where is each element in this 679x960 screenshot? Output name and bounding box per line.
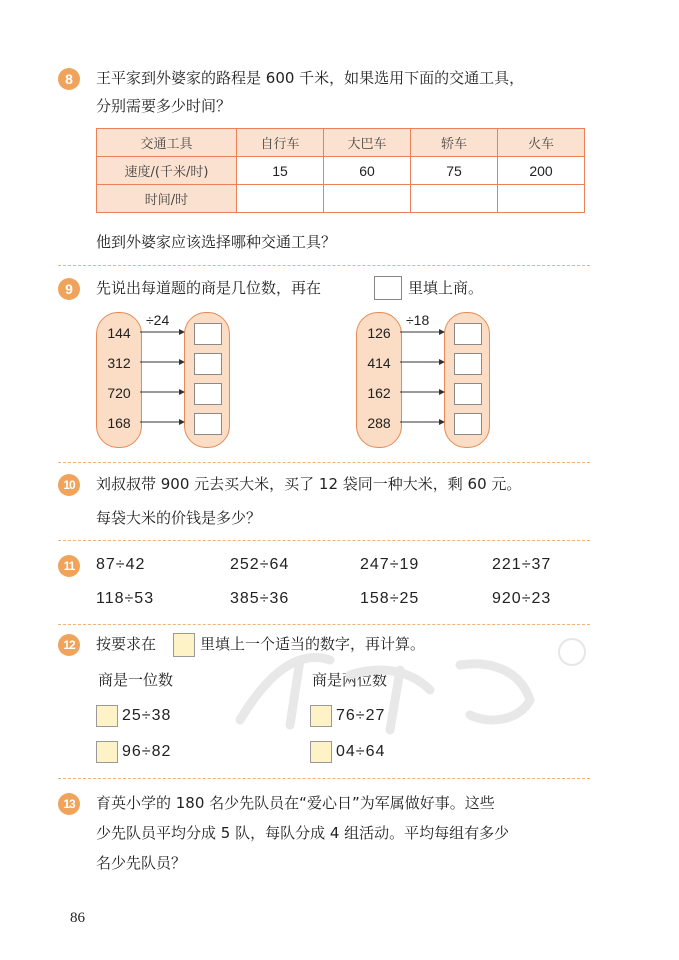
- dividend-pill-right: [356, 312, 402, 448]
- problem-9-text-after: 里填上商。: [408, 279, 484, 297]
- division-fill-exercise: 04÷64: [336, 743, 386, 760]
- problem-number-11: 11: [58, 555, 80, 577]
- time-answer-cell[interactable]: [498, 185, 585, 213]
- problem-number-10: 10: [58, 474, 80, 496]
- dividend: 414: [367, 355, 391, 371]
- divisor-label-right: ÷18: [406, 312, 430, 328]
- time-answer-cell[interactable]: [324, 185, 411, 213]
- divider: [58, 265, 590, 266]
- division-exercise: 252÷64: [230, 556, 290, 573]
- page-number: 86: [70, 910, 85, 926]
- dividend-pill-left: [96, 312, 142, 448]
- division-exercise: 920÷23: [492, 590, 552, 607]
- dividend: 168: [107, 415, 131, 431]
- table-header-cell: 交通工具: [97, 129, 237, 157]
- time-label-cell: 时间/时: [97, 185, 237, 213]
- problem-number-12: 12: [58, 634, 80, 656]
- division-exercise: 158÷25: [360, 590, 420, 607]
- speed-cell: 15: [237, 157, 324, 185]
- quotient-pill-left: [184, 312, 230, 448]
- division-exercise: 87÷42: [96, 556, 146, 573]
- problem-8-question: 他到外婆家应该选择哪种交通工具？: [96, 233, 337, 251]
- arrows-left: [140, 320, 186, 430]
- speed-cell: 75: [411, 157, 498, 185]
- transport-table: [96, 128, 585, 213]
- problem-8-line-2: 分别需要多少时间？: [96, 97, 232, 115]
- division-exercise: 247÷19: [360, 556, 420, 573]
- divider: [58, 462, 590, 463]
- problem-9-text-before: 先说出每道题的商是几位数，再在: [96, 279, 322, 297]
- table-header-cell: 自行车: [237, 129, 324, 157]
- time-answer-cell[interactable]: [237, 185, 324, 213]
- table-header-cell: 轿车: [411, 129, 498, 157]
- problem-13-line-3: 名少先队员？: [96, 854, 187, 872]
- time-answer-cell[interactable]: [411, 185, 498, 213]
- dividend: 312: [107, 355, 131, 371]
- problem-13-line-2: 少先队员平均分成 5 队，每队分成 4 组活动。平均每组有多少: [96, 824, 510, 842]
- problem-number-13: 13: [58, 793, 80, 815]
- inline-answer-box: [374, 276, 402, 300]
- quotient-answer-box[interactable]: [194, 353, 222, 375]
- dividend: 162: [367, 385, 391, 401]
- division-exercise: 118÷53: [96, 590, 155, 607]
- division-exercise: 221÷37: [492, 556, 552, 573]
- problem-10-line-1: 刘叔叔带 900 元去买大米，买了 12 袋同一种大米，剩 60 元。: [96, 475, 522, 493]
- digit-fill-box[interactable]: [96, 741, 118, 763]
- column-title-two-digit: 商是两位数: [312, 671, 388, 689]
- quotient-answer-box[interactable]: [454, 383, 482, 405]
- quotient-pill-right: [444, 312, 490, 448]
- division-fill-exercise: 96÷82: [122, 743, 172, 760]
- quotient-answer-box[interactable]: [454, 323, 482, 345]
- problem-12-text-after: 里填上一个适当的数字，再计算。: [200, 635, 426, 653]
- quotient-answer-box[interactable]: [194, 383, 222, 405]
- problem-number-8: 8: [58, 68, 80, 90]
- dividend: 144: [107, 325, 131, 341]
- digit-fill-box[interactable]: [96, 705, 118, 727]
- quotient-answer-box[interactable]: [454, 353, 482, 375]
- division-fill-exercise: 25÷38: [122, 707, 172, 724]
- speed-cell: 60: [324, 157, 411, 185]
- division-fill-exercise: 76÷27: [336, 707, 386, 724]
- speed-cell: 200: [498, 157, 585, 185]
- quotient-answer-box[interactable]: [194, 323, 222, 345]
- problem-8-line-1: 王平家到外婆家的路程是 600 千米，如果选用下面的交通工具，: [96, 69, 525, 87]
- problem-12-text-before: 按要求在: [96, 635, 157, 653]
- dividend: 720: [107, 385, 131, 401]
- divider: [58, 624, 590, 625]
- problem-10-line-2: 每袋大米的价钱是多少？: [96, 509, 262, 527]
- table-header-cell: 大巴车: [324, 129, 411, 157]
- quotient-answer-box[interactable]: [194, 413, 222, 435]
- column-title-one-digit: 商是一位数: [98, 671, 174, 689]
- inline-yellow-box: [173, 633, 195, 657]
- problem-number-9: 9: [58, 278, 80, 300]
- division-exercise: 385÷36: [230, 590, 290, 607]
- quotient-answer-box[interactable]: [454, 413, 482, 435]
- arrows-right: [400, 320, 446, 430]
- dividend: 288: [367, 415, 391, 431]
- divisor-label-left: ÷24: [146, 312, 170, 328]
- digit-fill-box[interactable]: [310, 741, 332, 763]
- divider: [58, 778, 590, 779]
- publisher-watermark: [200, 630, 590, 740]
- divider: [58, 540, 590, 541]
- speed-label-cell: 速度/(千米/时): [97, 157, 237, 185]
- problem-13-line-1: 育英小学的 180 名少先队员在“爱心日”为军属做好事。这些: [96, 794, 495, 812]
- dividend: 126: [367, 325, 391, 341]
- table-header-cell: 火车: [498, 129, 585, 157]
